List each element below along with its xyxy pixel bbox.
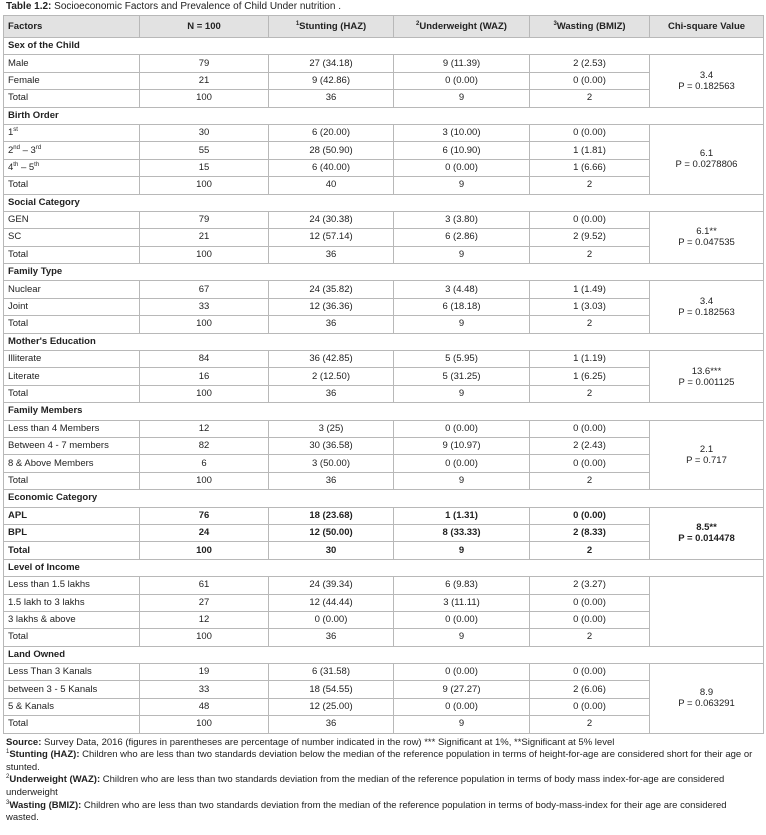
p-value: P = 0.182563: [678, 307, 735, 319]
cell-n: 12: [140, 420, 269, 437]
cell-chi-square: [650, 420, 764, 490]
chi-value: 8.5**: [696, 522, 717, 534]
row-label: [4, 124, 140, 141]
row-label: [4, 316, 140, 333]
cell-wasting: 0 (0.00): [530, 72, 650, 89]
chi-value: 3.4: [699, 69, 714, 81]
row-label-text: Less than 4 Members: [8, 422, 100, 434]
cell-n: 24: [140, 524, 269, 541]
row-label: [4, 594, 140, 611]
cell-wasting: 2: [530, 716, 650, 733]
group-header-row: [4, 107, 764, 124]
note-wasting-text: Children who are less than two standards deviation from the median of the reference population in terms of body-mass-index for their age are considered wasted.: [6, 799, 727, 824]
row-label-sup: nd: [13, 144, 20, 151]
row-label-text: Illiterate: [8, 353, 42, 365]
cell-chi-square: [650, 281, 764, 333]
cell-stunting: 24 (30.38): [269, 211, 394, 228]
cell-n: 100: [140, 385, 269, 402]
cell-stunting: 24 (35.82): [269, 281, 394, 298]
cell-stunting: 3 (50.00): [269, 455, 394, 472]
p-value: P = 0.0278806: [675, 159, 738, 171]
data-table: [3, 15, 764, 734]
table-notes: [3, 734, 763, 825]
cell-n: 100: [140, 472, 269, 489]
note-underweight-label: Underweight (WAZ):: [9, 774, 101, 786]
cell-wasting: 1 (1.49): [530, 281, 650, 298]
row-label-text: Total: [8, 718, 29, 730]
row-label-text: Less than 1.5 lakhs: [8, 579, 90, 591]
row-label-text: Between 4 - 7 members: [8, 440, 109, 452]
row-label-text: Total: [8, 318, 29, 330]
cell-underweight: 6 (18.18): [394, 298, 530, 315]
p-value: P = 0.047535: [678, 237, 735, 249]
group-header-row: [4, 490, 764, 507]
cell-n: 55: [140, 142, 269, 159]
row-label-sup: th: [13, 161, 19, 168]
row-label-text: Total: [8, 631, 29, 643]
p-value: P = 0.014478: [678, 533, 735, 545]
row-label: [4, 681, 140, 698]
cell-stunting: 40: [269, 177, 394, 194]
cell-underweight: 3 (10.00): [394, 124, 530, 141]
cell-underweight: 9: [394, 472, 530, 489]
cell-wasting: 2 (2.43): [530, 437, 650, 454]
cell-n: 19: [140, 664, 269, 681]
cell-wasting: 0 (0.00): [530, 124, 650, 141]
group-title: Economic Category: [4, 490, 764, 507]
chi-value: 13.6***: [691, 365, 722, 377]
cell-stunting: 12 (25.00): [269, 698, 394, 715]
cell-stunting: 12 (57.14): [269, 229, 394, 246]
header-stunting-sup: 1: [295, 20, 300, 27]
cell-wasting: 2 (8.33): [530, 524, 650, 541]
cell-wasting: 1 (1.81): [530, 142, 650, 159]
cell-wasting: 1 (3.03): [530, 298, 650, 315]
cell-underweight: 0 (0.00): [394, 72, 530, 89]
cell-stunting: 24 (39.34): [269, 577, 394, 594]
header-wasting-label: Wasting (BMIZ): [556, 20, 626, 32]
table-row: [4, 351, 764, 368]
p-value: P = 0.182563: [678, 80, 735, 92]
cell-stunting: 6 (31.58): [269, 664, 394, 681]
row-label-text: APL: [8, 509, 27, 521]
header-stunting: [269, 16, 394, 38]
cell-wasting: 2: [530, 629, 650, 646]
cell-underweight: 3 (4.48): [394, 281, 530, 298]
row-label-text: Female: [8, 74, 40, 86]
cell-underweight: 5 (31.25): [394, 368, 530, 385]
row-label: [4, 281, 140, 298]
note-underweight-text: Children who are less than two standards deviation from the median of the reference population in terms of body mass index-for-age are considered underweight: [6, 774, 725, 798]
header-underweight-sup: 2: [416, 20, 420, 27]
cell-wasting: 0 (0.00): [530, 455, 650, 472]
row-label-mid: – 3: [19, 144, 36, 156]
row-label-text: 8 & Above Members: [8, 457, 94, 469]
cell-n: 67: [140, 281, 269, 298]
header-factors: Factors: [4, 16, 140, 38]
cell-stunting: 36: [269, 90, 394, 107]
row-label-sup2: th: [34, 161, 40, 168]
row-label-text: Less Than 3 Kanals: [8, 666, 92, 678]
cell-n: 15: [140, 159, 269, 176]
row-label-text: GEN: [8, 214, 29, 226]
cell-underweight: 9: [394, 246, 530, 263]
cell-chi-square: [650, 664, 764, 734]
cell-stunting: 18 (23.68): [269, 507, 394, 524]
row-label-text: Total: [8, 179, 29, 191]
cell-stunting: 36 (42.85): [269, 351, 394, 368]
cell-stunting: 30 (36.58): [269, 437, 394, 454]
cell-underweight: 3 (11.11): [394, 594, 530, 611]
row-label: [4, 437, 140, 454]
header-n: N = 100: [140, 16, 269, 38]
header-stunting-label: Stunting (HAZ): [299, 20, 367, 32]
row-label-text: Total: [8, 388, 29, 399]
row-label: [4, 159, 140, 176]
cell-wasting: 2: [530, 385, 650, 402]
note-source-text: Survey Data, 2016 (figures in parentheses are percentage of number indicated in the row) *** Significant at 1%, **Significant at 5% level: [41, 736, 615, 748]
cell-wasting: 0 (0.00): [530, 664, 650, 681]
cell-wasting: 0 (0.00): [530, 611, 650, 628]
row-label: [4, 577, 140, 594]
row-label: [4, 716, 140, 733]
cell-stunting: 18 (54.55): [269, 681, 394, 698]
p-value: P = 0.063291: [678, 698, 735, 710]
cell-underweight: 8 (33.33): [394, 524, 530, 541]
cell-stunting: 12 (44.44): [269, 594, 394, 611]
note-wasting: [6, 800, 760, 825]
cell-wasting: 2 (2.53): [530, 55, 650, 72]
cell-wasting: 0 (0.00): [530, 211, 650, 228]
cell-underweight: 9: [394, 385, 530, 402]
row-label: [4, 90, 140, 107]
header-underweight-label: Underweight (WAZ): [419, 20, 507, 32]
row-label-sup: st: [13, 126, 18, 133]
cell-underweight: 9: [394, 316, 530, 333]
table-row: [4, 577, 764, 594]
header-underweight: [394, 16, 530, 38]
cell-underweight: 6 (10.90): [394, 142, 530, 159]
group-title: Birth Order: [4, 107, 764, 124]
cell-n: 61: [140, 577, 269, 594]
cell-n: 21: [140, 229, 269, 246]
group-header-row: [4, 403, 764, 420]
row-label: [4, 524, 140, 541]
cell-wasting: 2: [530, 90, 650, 107]
cell-stunting: 2 (12.50): [269, 368, 394, 385]
chi-value: 6.1**: [696, 226, 717, 238]
cell-underweight: 6 (9.83): [394, 577, 530, 594]
cell-n: 33: [140, 298, 269, 315]
group-title: Sex of the Child: [4, 38, 764, 55]
table-row: [4, 211, 764, 228]
note-stunting-text: Children who are less than two standards deviation below the median of the reference population in terms of height-for-age are considered short for their age or stunted.: [6, 749, 753, 773]
group-header-row: [4, 646, 764, 663]
cell-chi-square: [650, 351, 764, 403]
row-label-text: Joint: [8, 301, 29, 313]
group-header-row: [4, 333, 764, 350]
row-label-text: Total: [8, 544, 30, 556]
table-row: [4, 124, 764, 141]
row-label: [4, 55, 140, 72]
row-label: [4, 298, 140, 315]
header-row: [4, 16, 764, 38]
group-header-row: [4, 264, 764, 281]
row-label-text: 2: [8, 144, 14, 156]
cell-wasting: 1 (6.25): [530, 368, 650, 385]
cell-n: 100: [140, 542, 269, 559]
cell-n: 21: [140, 72, 269, 89]
cell-wasting: 2: [530, 246, 650, 263]
row-label-text: Nuclear: [8, 283, 41, 295]
cell-n: 100: [140, 177, 269, 194]
cell-underweight: 3 (3.80): [394, 211, 530, 228]
group-header-row: [4, 194, 764, 211]
cell-n: 12: [140, 611, 269, 628]
row-label: [4, 472, 140, 489]
cell-n: 100: [140, 246, 269, 263]
chi-value: 8.9: [699, 687, 714, 699]
cell-wasting: 2: [530, 472, 650, 489]
row-label: [4, 611, 140, 628]
chi-value: 6.1: [699, 148, 714, 160]
cell-chi-square: [650, 124, 764, 194]
header-chi-square: Chi-square Value: [650, 16, 764, 38]
cell-n: 48: [140, 698, 269, 715]
row-label-text: Male: [8, 57, 29, 69]
note-source: [6, 737, 760, 750]
chi-value: 2.1: [699, 443, 714, 455]
chi-value: 3.4: [699, 296, 714, 308]
table-row: [4, 420, 764, 437]
cell-stunting: 36: [269, 472, 394, 489]
note-wasting-sup: 3: [6, 799, 10, 806]
cell-wasting: 0 (0.00): [530, 594, 650, 611]
row-label: [4, 455, 140, 472]
note-stunting-sup: 1: [6, 749, 10, 756]
cell-underweight: 9: [394, 629, 530, 646]
note-source-label: Source:: [6, 736, 42, 748]
cell-underweight: 9 (27.27): [394, 681, 530, 698]
cell-n: 100: [140, 716, 269, 733]
cell-n: 100: [140, 316, 269, 333]
row-label-text: 4: [8, 161, 14, 173]
table-row: [4, 281, 764, 298]
row-label: [4, 229, 140, 246]
cell-stunting: 12 (36.36): [269, 298, 394, 315]
caption-label: Table 1.2:: [6, 1, 52, 12]
header-wasting-sup: 3: [553, 20, 557, 27]
cell-underweight: 5 (5.95): [394, 351, 530, 368]
cell-wasting: 0 (0.00): [530, 507, 650, 524]
cell-underweight: 9 (11.39): [394, 55, 530, 72]
row-label: [4, 507, 140, 524]
row-label-text: Total: [8, 248, 29, 260]
cell-underweight: 6 (2.86): [394, 229, 530, 246]
table-row: [4, 55, 764, 72]
cell-underweight: 0 (0.00): [394, 611, 530, 628]
group-title: Land Owned: [4, 646, 764, 663]
cell-stunting: 36: [269, 716, 394, 733]
row-label-text: between 3 - 5 Kanals: [8, 683, 98, 695]
row-label: [4, 385, 140, 402]
cell-stunting: 12 (50.00): [269, 524, 394, 541]
group-title: Family Members: [4, 403, 764, 420]
group-title: Level of Income: [4, 559, 764, 576]
cell-n: 30: [140, 124, 269, 141]
note-underweight-sup: 2: [6, 774, 10, 781]
cell-stunting: 9 (42.86): [269, 72, 394, 89]
row-label: [4, 177, 140, 194]
cell-n: 79: [140, 211, 269, 228]
row-label-text: Literate: [8, 370, 40, 382]
cell-n: 33: [140, 681, 269, 698]
row-label: [4, 368, 140, 385]
row-label-text: Total: [8, 92, 29, 104]
cell-wasting: 2 (3.27): [530, 577, 650, 594]
cell-n: 100: [140, 90, 269, 107]
row-label: [4, 420, 140, 437]
row-label-text: Total: [8, 474, 29, 486]
cell-n: 76: [140, 507, 269, 524]
row-label: [4, 211, 140, 228]
cell-n: 82: [140, 437, 269, 454]
cell-stunting: 36: [269, 246, 394, 263]
table-caption: [3, 0, 763, 15]
cell-n: 100: [140, 629, 269, 646]
cell-stunting: 36: [269, 385, 394, 402]
row-label: [4, 351, 140, 368]
note-stunting: [6, 749, 760, 774]
cell-wasting: 2: [530, 316, 650, 333]
cell-stunting: 0 (0.00): [269, 611, 394, 628]
cell-chi-square: [650, 211, 764, 263]
cell-chi-square: [650, 507, 764, 559]
cell-stunting: 6 (40.00): [269, 159, 394, 176]
header-wasting: [530, 16, 650, 38]
group-header-row: [4, 38, 764, 55]
table-row: [4, 507, 764, 524]
group-title: Social Category: [4, 194, 764, 211]
cell-underweight: 9 (10.97): [394, 437, 530, 454]
cell-underweight: 0 (0.00): [394, 420, 530, 437]
cell-wasting: 0 (0.00): [530, 420, 650, 437]
row-label-text: SC: [8, 231, 22, 243]
note-stunting-label: Stunting (HAZ):: [9, 749, 80, 761]
cell-n: 79: [140, 55, 269, 72]
table-row: [4, 664, 764, 681]
cell-underweight: 9: [394, 90, 530, 107]
cell-n: 27: [140, 594, 269, 611]
group-title: Mother's Education: [4, 333, 764, 350]
row-label: [4, 246, 140, 263]
cell-underweight: 0 (0.00): [394, 159, 530, 176]
cell-underweight: 0 (0.00): [394, 455, 530, 472]
p-value: P = 0.717: [686, 454, 727, 466]
cell-underweight: 0 (0.00): [394, 664, 530, 681]
cell-wasting: 2: [530, 177, 650, 194]
cell-chi-square: [650, 55, 764, 107]
cell-stunting: 27 (34.18): [269, 55, 394, 72]
cell-underweight: 9: [394, 177, 530, 194]
cell-stunting: 28 (50.90): [269, 142, 394, 159]
row-label: [4, 542, 140, 559]
row-label-text: BPL: [8, 527, 27, 539]
cell-wasting: 0 (0.00): [530, 698, 650, 715]
cell-underweight: 1 (1.31): [394, 507, 530, 524]
cell-n: 16: [140, 368, 269, 385]
row-label-text: 1.5 lakh to 3 lakhs: [8, 596, 85, 608]
row-label-text: 3 lakhs & above: [8, 614, 76, 626]
row-label: [4, 142, 140, 159]
cell-underweight: 0 (0.00): [394, 698, 530, 715]
cell-underweight: 9: [394, 716, 530, 733]
cell-wasting: 1 (6.66): [530, 159, 650, 176]
cell-n: 6: [140, 455, 269, 472]
cell-stunting: 3 (25): [269, 420, 394, 437]
cell-stunting: 36: [269, 316, 394, 333]
cell-wasting: 1 (1.19): [530, 351, 650, 368]
row-label-mid: – 5: [18, 161, 35, 173]
group-title: Family Type: [4, 264, 764, 281]
p-value: P = 0.001125: [678, 376, 735, 388]
row-label-sup2: rd: [35, 144, 42, 151]
cell-wasting: 2 (6.06): [530, 681, 650, 698]
cell-wasting: 2 (9.52): [530, 229, 650, 246]
cell-stunting: 30: [269, 542, 394, 559]
row-label: [4, 72, 140, 89]
note-underweight: [6, 774, 760, 799]
note-wasting-label: Wasting (BMIZ):: [9, 799, 82, 811]
row-label: [4, 698, 140, 715]
cell-wasting: 2: [530, 542, 650, 559]
row-label: [4, 629, 140, 646]
cell-n: 84: [140, 351, 269, 368]
row-label-text: 5 & Kanals: [8, 701, 54, 713]
table-body: [4, 38, 764, 734]
row-label-text: 1: [8, 127, 14, 139]
cell-stunting: 6 (20.00): [269, 124, 394, 141]
cell-underweight: 9: [394, 542, 530, 559]
cell-chi-square: [650, 577, 764, 647]
cell-stunting: 36: [269, 629, 394, 646]
row-label: [4, 664, 140, 681]
group-header-row: [4, 559, 764, 576]
caption-text: Socioeconomic Factors and Prevalence of Child Under nutrition .: [51, 1, 341, 12]
